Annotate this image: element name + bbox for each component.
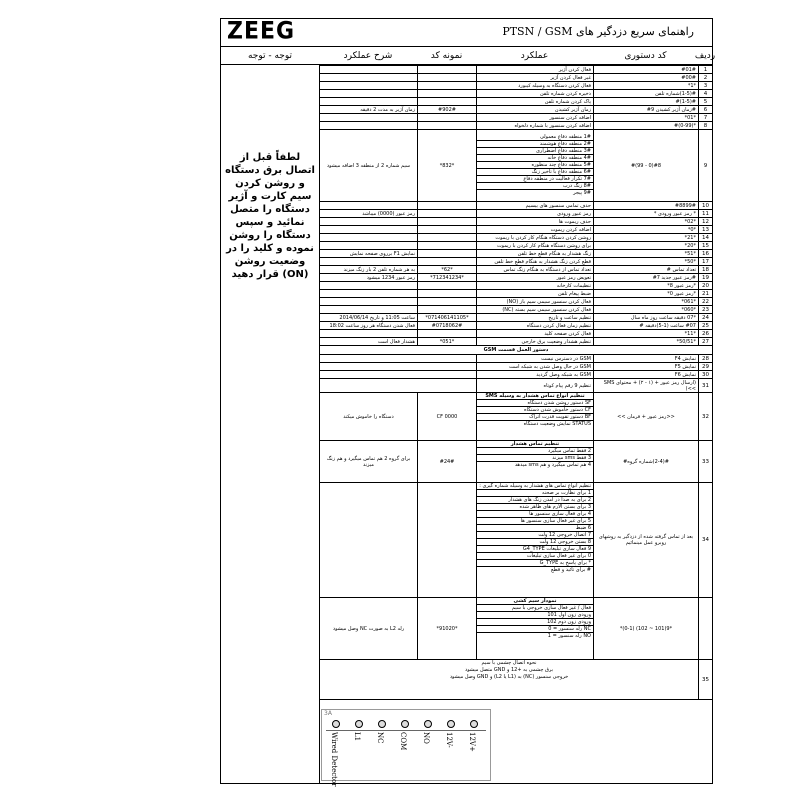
warning-note: لطفاً قبل از اتصال برق دستگاه و روشن کردن سیم کارت و آژیر دستگاه را متصل نمائید و سپس دستگاه را روشن نموده و کلید را در وضعیت روشن (ON) قرار دهید <box>225 152 315 280</box>
row-function: فعال کردن دستگاه به وسیله کیبورد <box>477 82 594 90</box>
row-description: برای گروه 2 هم تماس میگیرد و هم زنگ میزند <box>320 441 418 483</box>
row-command-code: *07 دقیقه ساعت روز ماه سال <box>594 314 699 322</box>
terminal-screw-icon <box>355 720 363 728</box>
table-row <box>320 371 713 379</box>
col-header-note: توجه - توجه <box>221 47 319 65</box>
table-row <box>320 322 713 330</box>
row-sample-code <box>418 242 477 250</box>
row-number: 15 <box>699 242 713 250</box>
terminal-label: L1 <box>353 732 361 742</box>
row-function: تنظیم هشدار وضعیت برق خارجی <box>477 338 594 346</box>
terminal <box>330 720 342 787</box>
table-row <box>320 363 713 371</box>
row-number <box>699 598 713 660</box>
row-command-code: *9(101 ~ 102) (0-1)* <box>594 598 699 660</box>
row-number: 17 <box>699 258 713 266</box>
relay-wiring-list <box>477 598 594 660</box>
block-item: 5 برای غیر فعال سازی سنسور ها <box>477 518 593 525</box>
table-row <box>320 298 713 306</box>
row-command-code: (ارسال رمز عبور + (۱ - ۲) + محتوای SMS >>) <box>594 379 699 393</box>
row-command-code: *0* <box>594 226 699 234</box>
wiring-note: برق چشمی به +12 و GND متصل میشود <box>464 667 554 673</box>
block-item: ورودی زون دوم 102 <box>477 619 593 626</box>
row-command-code: #زمان آژیر کشیدن 9# <box>594 106 699 114</box>
table-row <box>320 114 713 122</box>
row-command-code: #(1-5)شماره تلفن <box>594 90 699 98</box>
row-function: تنظیمات کارخانه <box>477 282 594 290</box>
row-number: 34 <box>699 483 713 598</box>
row-number: 24 <box>699 314 713 322</box>
row-sample-code <box>418 82 477 90</box>
block-item: NO رله سنسور = 1 <box>547 633 591 639</box>
row-number: 1 <box>699 66 713 74</box>
table-row <box>320 90 713 98</box>
row-function: حذف ریموت ها <box>477 218 594 226</box>
block-item: NC رله سنسور = 0 <box>477 626 593 633</box>
table-row <box>320 218 713 226</box>
row-sample-code <box>418 98 477 106</box>
row-function: ضبط پیغام تلفن <box>477 290 594 298</box>
row-number: 12 <box>699 218 713 226</box>
row-sample-code <box>418 258 477 266</box>
row-blank <box>320 355 477 363</box>
row-function: GSM در دسترس نیست <box>477 355 594 363</box>
terminal-label: 12V- <box>445 732 453 748</box>
row-command-code: *51* <box>594 250 699 258</box>
col-header-desc: شرح عملکرد <box>319 47 417 65</box>
row-command-code: #(1-5)# <box>594 98 699 106</box>
table-row <box>320 355 713 363</box>
row-command-code: * رمز عبور ورودی * <box>594 210 699 218</box>
block-item: STATUS نمایش وضعیت دستگاه <box>523 421 591 427</box>
row-command-code: #01# <box>594 66 699 74</box>
row-sample-code <box>418 234 477 242</box>
row-description <box>320 122 418 130</box>
row-number: 35 <box>699 660 713 700</box>
row-number: 16 <box>699 250 713 258</box>
row-description: به هر شماره تلفن 2 بار زنگ میزند <box>320 266 418 274</box>
row-command-code: *02* <box>594 218 699 226</box>
block-item: 8 بستن خروجی 12 ولت <box>477 539 593 546</box>
row-description: هشدار فعال است <box>320 338 418 346</box>
row-number: 26 <box>699 330 713 338</box>
row-command-code: *061* <box>594 298 699 306</box>
row-sample-code: #0718062# <box>418 322 477 330</box>
row-command-code: *21* <box>594 234 699 242</box>
table-row <box>320 98 713 106</box>
row-number: 13 <box>699 226 713 234</box>
row-description <box>320 298 418 306</box>
row-number: 27 <box>699 338 713 346</box>
block-item: BF دستور تقویت قدرت اتراک <box>477 414 593 421</box>
row-command-code: #رمز عبور جدید 7# <box>594 274 699 282</box>
terminal <box>422 720 434 780</box>
row-number: 23 <box>699 306 713 314</box>
terminal <box>399 720 411 780</box>
row-blank <box>320 371 477 379</box>
table-row <box>320 598 713 660</box>
row-function: برای روشن دستگاه هنگام کار کردن با ریموت <box>477 242 594 250</box>
row-function: GSM به شبکه وصل گردید <box>477 371 594 379</box>
block-item: 9 فعال سازی تبلیغات G4_TYPE <box>477 546 593 553</box>
wiring-diagram <box>321 709 491 787</box>
row-function: فعال کردن سنسور سیمی سیم باز (NO) <box>477 298 594 306</box>
row-number: 18 <box>699 266 713 274</box>
row-description: دستگاه را خاموش میکند <box>320 393 418 441</box>
gsm-section-title: دستور العمل قسمت GSM <box>320 346 713 355</box>
terminal-label: COM <box>399 732 407 751</box>
terminal-screw-icon <box>447 720 455 728</box>
table-row <box>320 250 713 258</box>
row-function: پاک کردن شماره تلفن <box>477 98 594 106</box>
row-command-code: تعداد تماس # <box>594 266 699 274</box>
row-number: 4 <box>699 90 713 98</box>
row-description <box>320 98 418 106</box>
row-description <box>320 202 418 210</box>
row-command-code: بعد از تماس گرفته شده از دزدگیر به روشهای روبرو عمل مینمائیم <box>594 483 699 598</box>
row-description <box>320 242 418 250</box>
row-number: 22 <box>699 298 713 306</box>
block-item: ورودی زون اول 101 <box>477 612 593 619</box>
row-description: رمز عبور (0000) میباشد <box>320 210 418 218</box>
zone-type-item: 5# منطقه دفاع چند منظوره <box>477 162 593 169</box>
row-function: فعال کردن آژیر <box>477 66 594 74</box>
row-command-code: *رمز عبور 0* <box>594 290 699 298</box>
row-description <box>320 66 418 74</box>
row-command-code: نمایش F5 <box>594 363 699 371</box>
block-item: 2 فقط تماس میگیرد <box>477 448 593 455</box>
terminal <box>353 720 365 780</box>
terminal <box>445 720 457 780</box>
row-function: تعداد تماس از دستگاه به هنگام زنگ تماس <box>477 266 594 274</box>
row-sample-code <box>418 114 477 122</box>
row-description <box>320 330 418 338</box>
row-number: 8 <box>699 122 713 130</box>
wiring-note: خروجی سنسور (NC) به (L1 یا L2) و GND وصل میشود <box>449 674 569 680</box>
row-command-code: #00# <box>594 74 699 82</box>
table-row <box>320 82 713 90</box>
alarm-call-list <box>477 441 594 483</box>
row-sample-code <box>418 483 477 598</box>
terminal-screw-icon <box>378 720 386 728</box>
row-number: 10 <box>699 202 713 210</box>
row-sample-code: #24# <box>418 441 477 483</box>
wiring-label: 3A <box>324 710 332 717</box>
row-description: نمایش F1 برروی صفحه نمایش <box>320 250 418 258</box>
section-title-row <box>320 346 713 355</box>
row-command-code: *1* <box>594 82 699 90</box>
terminal-screw-icon <box>401 720 409 728</box>
row-sample-code <box>418 202 477 210</box>
block-item: 6 ضبط <box>477 525 593 532</box>
table-row <box>320 393 713 441</box>
row-command-code: *20* <box>594 242 699 250</box>
row-number: 9 <box>699 130 713 202</box>
zone-type-item: 4# منطقه دفاع خانه <box>477 155 593 162</box>
block-item: 3 فقط sms میزند <box>477 455 593 462</box>
row-description: فعال شدن دستگاه هر روز ساعت 18:02 <box>320 322 418 330</box>
block-title: تنظیم انواع تماس هشدار به وسیله SMS <box>477 393 593 400</box>
table-row <box>320 122 713 130</box>
row-number: 20 <box>699 282 713 290</box>
row-function: اضافه کردن سنسور با شماره دلخواه <box>477 122 594 130</box>
row-description: سیم شماره 2 از منطقه 3 اضافه میشود <box>320 130 418 202</box>
row-function: رمز عبور ورودی <box>477 210 594 218</box>
row-number: 21 <box>699 290 713 298</box>
table-row <box>320 106 713 114</box>
row-command-code: *(0-99)# <box>594 122 699 130</box>
block-title: نمودار سیم کشی <box>477 598 593 605</box>
row-sample-code <box>418 218 477 226</box>
row-sample-code: *62* <box>418 266 477 274</box>
row-number: 33 <box>699 441 713 483</box>
row-sample-code <box>418 330 477 338</box>
row-number: 32 <box>699 393 713 441</box>
table-row <box>320 306 713 314</box>
table-row <box>320 242 713 250</box>
row-number: 7 <box>699 114 713 122</box>
block-item: 7 اتصال خروجی 12 ولت <box>477 532 593 539</box>
table-row <box>320 130 713 202</box>
command-table <box>319 65 713 700</box>
table-row <box>320 234 713 242</box>
block-item: 1 برای نظارت بر صحنه <box>477 490 593 497</box>
row-command-code: *060* <box>594 306 699 314</box>
terminal-label: Wired Detector <box>330 732 338 787</box>
row-number: 5 <box>699 98 713 106</box>
row-sample-code <box>418 66 477 74</box>
row-sample-code <box>418 90 477 98</box>
sheet-title: راهنمای سریع دزدگیر های PTSN / GSM <box>502 25 694 38</box>
row-sample-code: 0000 CF <box>418 393 477 441</box>
row-description <box>320 282 418 290</box>
table-row <box>320 330 713 338</box>
row-description <box>320 82 418 90</box>
row-description <box>320 226 418 234</box>
row-command-code: #8(0 - 99)# <box>594 130 699 202</box>
sheet-header <box>221 19 712 47</box>
row-description: رله L2 به صورت NC وصل میشود <box>320 598 418 660</box>
row-number: 3 <box>699 82 713 90</box>
row-command-code: *50/51* <box>594 338 699 346</box>
quick-guide-sheet <box>220 17 716 787</box>
row-function: GSM در حال وصل شدن به شبکه است <box>477 363 594 371</box>
row-command-code: نمایش F6 <box>594 371 699 379</box>
row-sample-code <box>418 122 477 130</box>
sms-command-list <box>477 393 594 441</box>
table-row <box>320 266 713 274</box>
terminal <box>468 720 480 780</box>
row-function: ذخیره کردن شماره تلفن <box>477 90 594 98</box>
row-sample-code <box>418 298 477 306</box>
table-row <box>320 379 713 393</box>
row-sample-code: *91020* <box>418 598 477 660</box>
table-row <box>320 282 713 290</box>
table-row <box>320 202 713 210</box>
col-header-sample: نمونه کد <box>417 47 476 65</box>
zone-type-item: 6# منطقه دفاع با تاخیر زنگ <box>477 169 593 176</box>
row-number: 6 <box>699 106 713 114</box>
table-row <box>320 314 713 322</box>
row-number: 2 <box>699 74 713 82</box>
table-row <box>320 660 713 700</box>
row-command-code: *11* <box>594 330 699 338</box>
row-description <box>320 234 418 242</box>
table-row <box>320 483 713 598</box>
block-item: تنظیم انواع تماس های هشدار به وسیله شماره گیری : <box>477 483 593 490</box>
terminal-screw-icon <box>470 720 478 728</box>
row-function: زمان آژیر کشیدن <box>477 106 594 114</box>
row-number: 19 <box>699 274 713 282</box>
row-command-code: #07 ساعت (1-5)دقیقه # <box>594 322 699 330</box>
row-command-code: نمایش F4 <box>594 355 699 363</box>
block-item: 3 برای بستن آلارم های ظاهر شده <box>477 504 593 511</box>
row-description <box>320 483 418 598</box>
table-row <box>320 74 713 82</box>
col-header-func: عملکرد <box>476 47 593 65</box>
row-number: 30 <box>699 371 713 379</box>
block-item: 4 برای فعال سازی سنسور ها <box>477 511 593 518</box>
row-sample-code <box>418 250 477 258</box>
block-item: فعال / غیر فعال سازی خروجی با سیم <box>477 605 593 612</box>
row-number: 29 <box>699 363 713 371</box>
row-description <box>320 114 418 122</box>
row-function: زنگ هشدار به هنگام قطع خط تلفن <box>477 250 594 258</box>
row-description: زمان آژیر به مدت 2 دقیقه <box>320 106 418 114</box>
table-row <box>320 441 713 483</box>
row-sample-code: *712341234* <box>418 274 477 282</box>
dial-action-list <box>477 483 594 598</box>
block-item: SF دستور روشن شدن دستگاه <box>477 400 593 407</box>
row-command-code: *01* <box>594 114 699 122</box>
row-function: تعویض رمز عبور <box>477 274 594 282</box>
zone-type-item: 7# تکرار فعالیت در منطقه دفاع <box>477 176 593 183</box>
row-number: 11 <box>699 210 713 218</box>
block-item: 0 برای غیر فعال سازی تبلیغات <box>477 553 593 560</box>
terminal-screw-icon <box>332 720 340 728</box>
wired-detector-notes <box>320 660 699 700</box>
zone-type-item: 8# زنگ درب <box>477 183 593 190</box>
row-function: اضافه کردن سنسور <box>477 114 594 122</box>
zone-type-item: 2# منطقه دفاع هوشمند <box>477 141 593 148</box>
row-description <box>320 74 418 82</box>
row-number: 14 <box>699 234 713 242</box>
wiring-note: نحوه اتصال چشمی با سیم <box>481 660 537 666</box>
row-function: فعال کردن سنسور سیمی سیم بسته (NC) <box>477 306 594 314</box>
row-number: 28 <box>699 355 713 363</box>
zone-type-item: 9# پیجر <box>573 190 591 196</box>
row-sample-code <box>418 210 477 218</box>
row-command-code: #(2-4)شماره گروه# <box>594 441 699 483</box>
zone-type-item: 3# منطقه دفاع اضطراری <box>477 148 593 155</box>
row-sample-code <box>418 282 477 290</box>
row-function: تنظیم زمان فعال کردن دستگاه <box>477 322 594 330</box>
table-row <box>320 258 713 266</box>
row-description <box>320 218 418 226</box>
row-sample-code <box>418 226 477 234</box>
block-item: 2 برای به صدا در امدن زنگ های هشدار <box>477 497 593 504</box>
row-blank <box>320 363 477 371</box>
col-header-code: کد دستوری <box>593 47 698 65</box>
row-function: فعال کردن صفحه کلید <box>477 330 594 338</box>
row-sample-code: #902# <box>418 106 477 114</box>
terminal-label: 12V+ <box>468 732 476 752</box>
row-number: 31 <box>699 379 713 393</box>
col-header-idx: ردیف <box>698 47 712 65</box>
block-item: * برای پاسخ به G_TYPE <box>477 560 593 567</box>
row-sample-code <box>418 290 477 298</box>
row-function: تنظیم ساعت و تاریخ <box>477 314 594 322</box>
table-row <box>320 338 713 346</box>
row-sample-code: *832* <box>418 130 477 202</box>
row-blank <box>320 379 477 393</box>
row-sample-code <box>418 74 477 82</box>
row-function: روشن کردن دستگاه هنگام کار کردن با ریموت <box>477 234 594 242</box>
table-row <box>320 226 713 234</box>
row-command-code: *رمز عبور 8* <box>594 282 699 290</box>
zeeg-logo: ZEEG <box>227 17 296 46</box>
row-description <box>320 306 418 314</box>
terminal <box>376 720 388 780</box>
block-item: 4 هم تماس میگیرد و هم sms میدهد <box>514 462 591 468</box>
row-function: اضافه کردن ریموت <box>477 226 594 234</box>
row-function: حذف تمامی سنسور های بیسیم <box>477 202 594 210</box>
zone-type-item: 1# منطقه دفاع معمولی <box>477 134 593 141</box>
table-row <box>320 66 713 74</box>
table-row <box>320 290 713 298</box>
block-title: تنظیم تماس هشدار <box>477 441 593 448</box>
row-description: رمز عبور 1234 میشود <box>320 274 418 282</box>
terminal-label: NC <box>376 732 384 744</box>
terminal-label: NO <box>422 732 430 744</box>
row-function: قطع کردن زنگ هشدار به هنگام قطع خط تلفن <box>477 258 594 266</box>
row-number: 25 <box>699 322 713 330</box>
table-row <box>320 210 713 218</box>
row-sample-code <box>418 306 477 314</box>
row-description <box>320 90 418 98</box>
row-command-code: <<رمز عبور + فرمان >> <box>594 393 699 441</box>
table-row <box>320 274 713 282</box>
row-description <box>320 290 418 298</box>
zone-type-list <box>477 130 594 202</box>
terminal-screw-icon <box>424 720 432 728</box>
row-command-code: #8899# <box>594 202 699 210</box>
row-function: غیر فعال کردن آژیر <box>477 74 594 82</box>
block-item: # برای تائید و قطع <box>550 567 591 573</box>
row-description <box>320 258 418 266</box>
row-command-code: *50* <box>594 258 699 266</box>
block-item: CF دستور خاموش شدن دستگاه <box>477 407 593 414</box>
row-description: ساعت 11:05 و تاریخ 2014/06/14 <box>320 314 418 322</box>
row-sample-code: *051* <box>418 338 477 346</box>
row-sample-code: *071406141105* <box>418 314 477 322</box>
row-function: تنظیم 9 رقم پیام کوتاه <box>477 379 594 393</box>
